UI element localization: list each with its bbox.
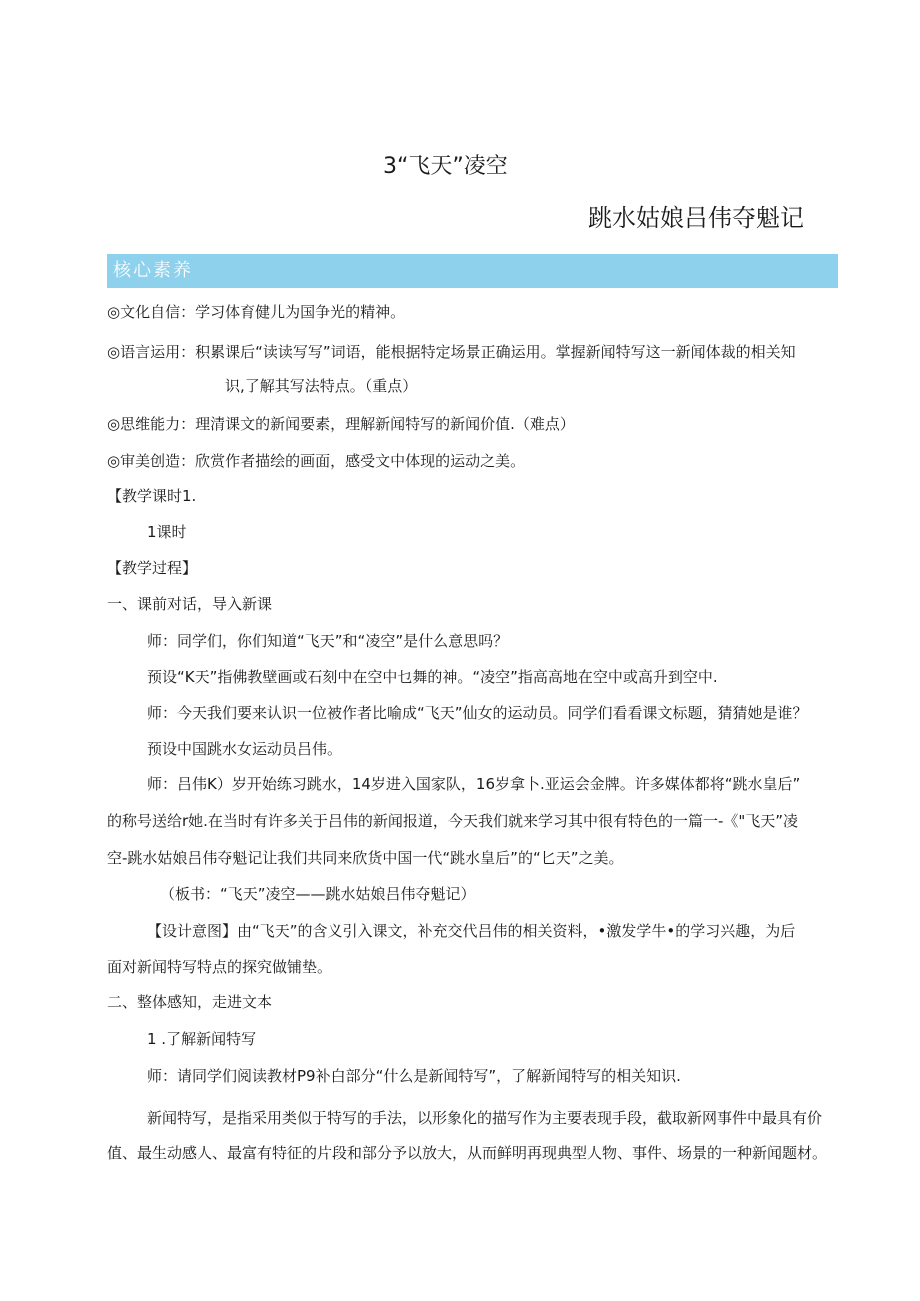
competency-thinking: ◎思维能力：理清课文的新闻要素，理解新闻特写的新闻价值.（难点） xyxy=(107,415,575,433)
part1-line: 师：同学们，你们知道“飞天”和“凌空”是什么意思吗？ xyxy=(147,632,509,650)
blackboard-note: （板书：“飞天”凌空——跳水姑娘吕伟夺魁记） xyxy=(160,885,476,903)
part2-line: 师：请同学们阅读教材P9补白部分“什么是新闻特写”，了解新闻特写的相关知识. xyxy=(147,1067,681,1085)
lesson-hours-value: 1课时 xyxy=(147,523,187,541)
part1-line: 师：吕伟K）岁开始练习跳水，14岁进入国家队，16岁拿卜.亚运会金牌。许多媒体都将“跳水皇后” xyxy=(147,775,801,793)
lesson-subtitle: 跳水姑娘吕伟夺魁记 xyxy=(588,204,804,232)
section-banner-label: 核心素养 xyxy=(113,260,193,281)
part1-line: 预设“K天”指佛教壁画或石刻中在空中乜舞的神。“凌空”指高高地在空中或高升到空中. xyxy=(147,668,718,686)
design-intent-cont: 面对新闻特写特点的探究做铺垫。 xyxy=(107,958,333,976)
part2-heading: 二、整体感知，走进文本 xyxy=(107,993,273,1011)
section-banner xyxy=(107,254,838,288)
part1-line: 的称号送给r她.在当时有许多关于吕伟的新闻报道，今天我们就来学习其中很有特色的一篇一-《"飞天”凌 xyxy=(107,812,799,830)
part2-sub-heading: 1 .了解新闻特写 xyxy=(147,1030,257,1048)
part1-heading: 一、课前对话，导入新课 xyxy=(107,595,273,613)
lesson-hours-heading: 【教学课时1. xyxy=(107,487,197,505)
lesson-title: 3“飞天”凌空 xyxy=(383,154,508,179)
competency-culture: ◎文化自信：学习体育健儿为国争光的精神。 xyxy=(107,303,406,321)
part2-line: 值、最生动感人、最富有特征的片段和部分予以放大，从而鲜明再现典型人物、事件、场景的一种新闻题材。 xyxy=(107,1144,828,1162)
competency-language: ◎语言运用：积累课后“读读写写”词语，能根据特定场景正确运用。掌握新闻特写这一新闻体裁的相关知 xyxy=(107,343,796,361)
part1-line: 空-跳水姑娘吕伟夺魁记让我们共同来欣货中国一代“跳水皇后”的“匕天”之美。 xyxy=(107,849,624,867)
part1-line: 师：今天我们要来认识一位被作者比喻成“飞天”仙女的运动员。同学们看看课文标题，猜猜她是谁？ xyxy=(147,704,808,722)
design-intent: 【设计意图】由“飞天”的含义引入课文，补充交代吕伟的相关资料，•激发学牛•的学习兴趣，为后 xyxy=(147,922,796,940)
lesson-process-heading: 【教学过程】 xyxy=(107,559,198,577)
competency-language-cont: 识,了解其写法特点。（重点） xyxy=(225,377,418,395)
part1-line: 预设中国跳水女运动员吕伟。 xyxy=(147,740,343,758)
competency-aesthetic: ◎审美创造：欣赏作者描绘的画面，感受文中体现的运动之美。 xyxy=(107,452,526,470)
part2-line: 新闻特写，是指采用类似于特写的手法，以形象化的描写作为主要表现手段，截取新网事件中最具有价 xyxy=(147,1109,823,1127)
